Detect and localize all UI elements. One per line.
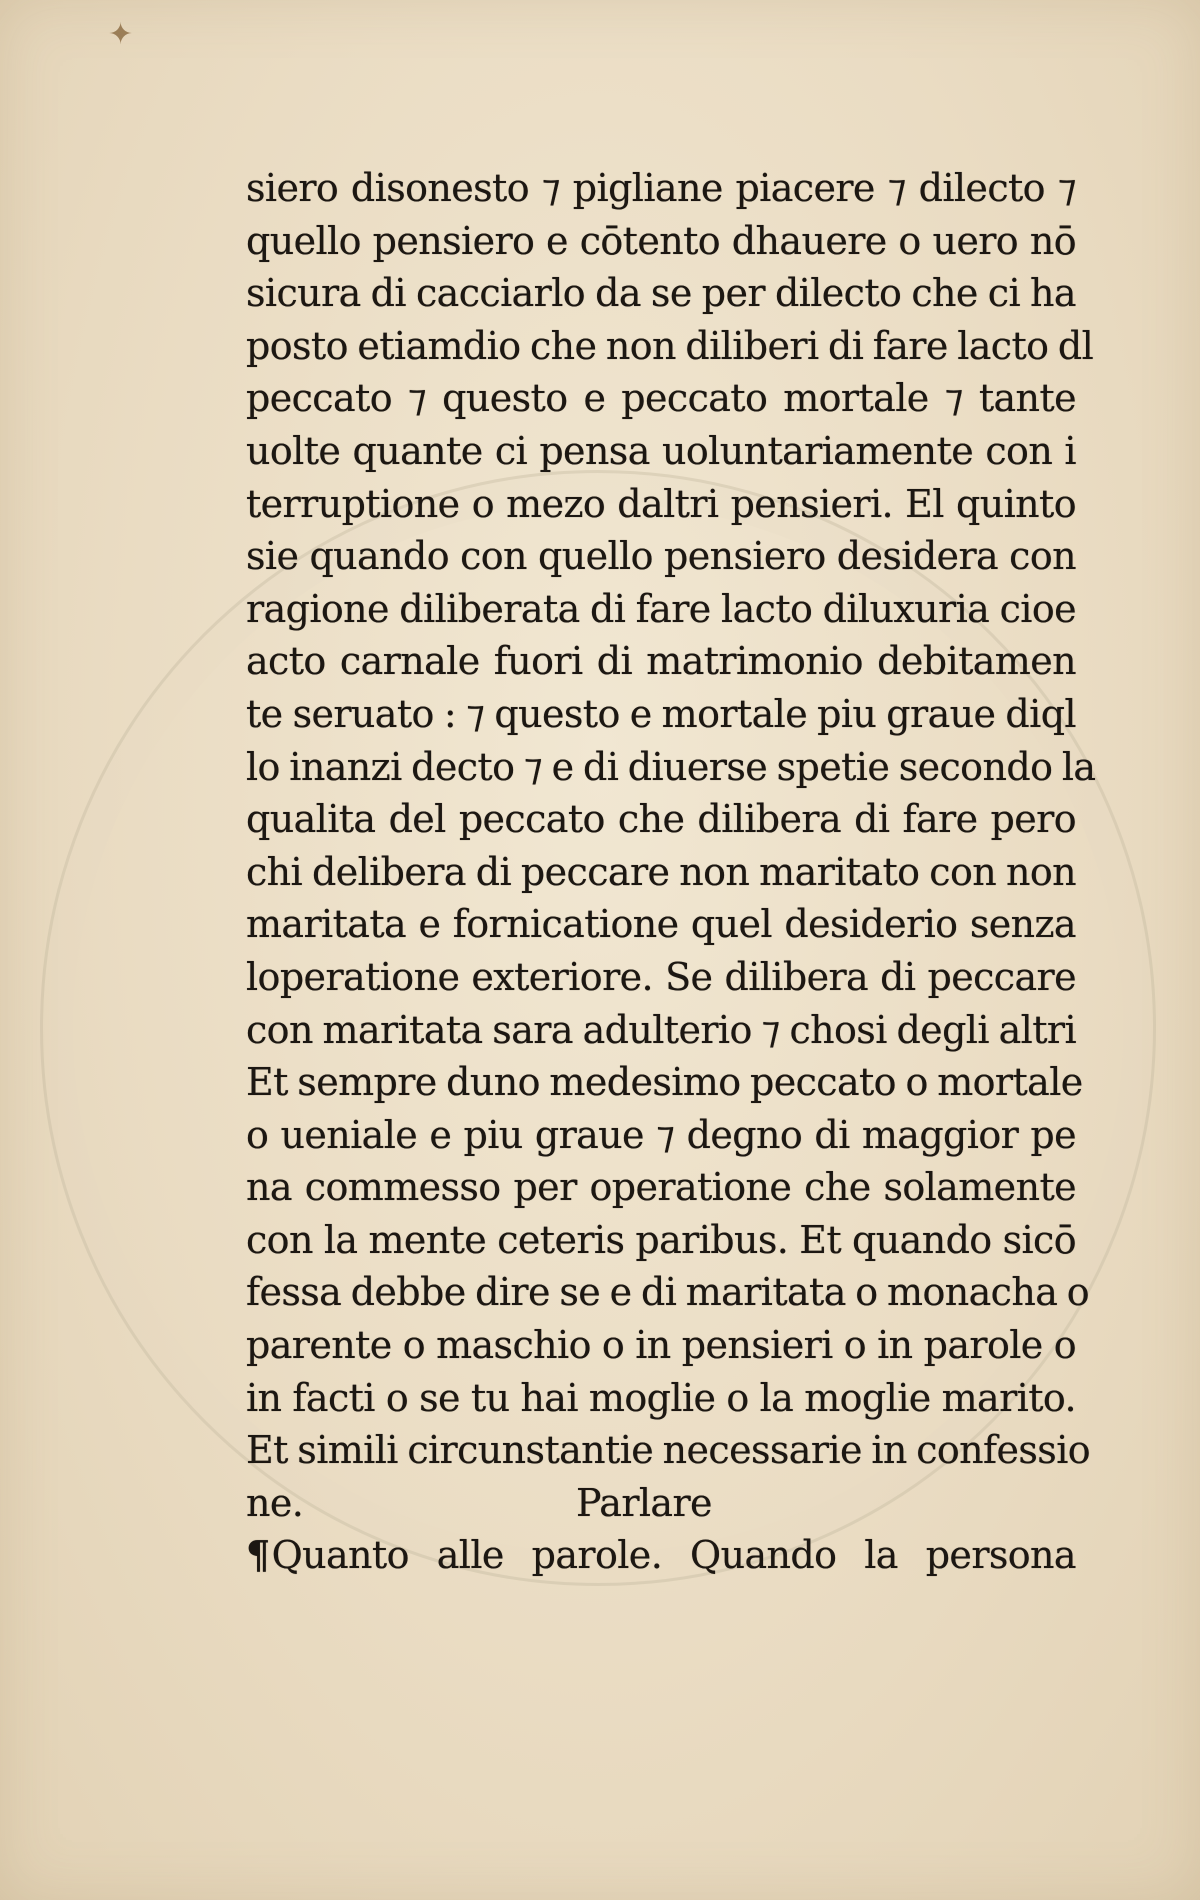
text-line: in facti o se tu hai moglie o la moglie marito. bbox=[246, 1375, 1076, 1420]
text-line: o ueniale e piu graue ⁊ degno di maggior pe bbox=[246, 1112, 1076, 1157]
section-heading-line bbox=[246, 1477, 1076, 1530]
text-line: na commesso per operatione che solamente bbox=[246, 1165, 1076, 1210]
text-line: con maritata sara adulterio ⁊ chosi degli altri bbox=[246, 1007, 1076, 1052]
text-line: loperatione exteriore. Se dilibera di peccare bbox=[246, 954, 1076, 999]
text-line: ragione diliberata di fare lacto diluxuria cioe bbox=[246, 586, 1076, 631]
paragraph-start-text: Quanto alle parole. Quando la persona bbox=[271, 1533, 1076, 1578]
text-line: uolte quante ci pensa uoluntariamente con i bbox=[246, 428, 1076, 473]
pilcrow-icon: ¶ bbox=[246, 1532, 270, 1578]
text-line: lo inanzi decto ⁊ e di diuerse spetie secondo la bbox=[246, 744, 1096, 789]
text-line: posto etiamdio che non diliberi di fare lacto dl bbox=[246, 323, 1094, 368]
text-line: parente o maschio o in pensieri o in parole o bbox=[246, 1323, 1076, 1368]
text-line: Et sempre duno medesimo peccato o mortale bbox=[246, 1060, 1083, 1105]
text-line: te seruato : ⁊ questo e mortale piu graue diql bbox=[246, 691, 1076, 736]
text-line: terruptione o mezo daltri pensieri. El quinto bbox=[246, 481, 1076, 526]
printed-text-block bbox=[246, 162, 1096, 1582]
line-ending-fragment: ne. bbox=[246, 1480, 304, 1525]
text-line: sicura di cacciarlo da se per dilecto che ci ha bbox=[246, 271, 1076, 316]
text-line: chi delibera di peccare non maritato con non bbox=[246, 849, 1076, 894]
text-line: maritata e fornicatione quel desiderio senza bbox=[246, 902, 1076, 947]
text-line: qualita del peccato che dilibera di fare pero bbox=[246, 797, 1076, 842]
text-line: peccato ⁊ questo e peccato mortale ⁊ tante bbox=[246, 376, 1076, 421]
paragraph-start-line bbox=[246, 1529, 1076, 1582]
text-line: con la mente ceteris paribus. Et quando sicō bbox=[246, 1217, 1076, 1262]
text-line: fessa debbe dire se e di maritata o monacha o bbox=[246, 1270, 1090, 1315]
text-line: acto carnale fuori di matrimonio debitamen bbox=[246, 639, 1076, 684]
text-line: siero disonesto ⁊ pigliane piacere ⁊ dilecto ⁊ bbox=[246, 166, 1076, 210]
ink-blot-mark: ✦ bbox=[108, 17, 134, 52]
text-line: sie quando con quello pensiero desidera con bbox=[246, 534, 1076, 579]
text-line: Et simili circunstantie necessarie in confessio bbox=[246, 1428, 1091, 1473]
section-heading: Parlare bbox=[576, 1480, 712, 1525]
text-line: quello pensiero e cōtento dhauere o uero nō bbox=[246, 218, 1076, 263]
